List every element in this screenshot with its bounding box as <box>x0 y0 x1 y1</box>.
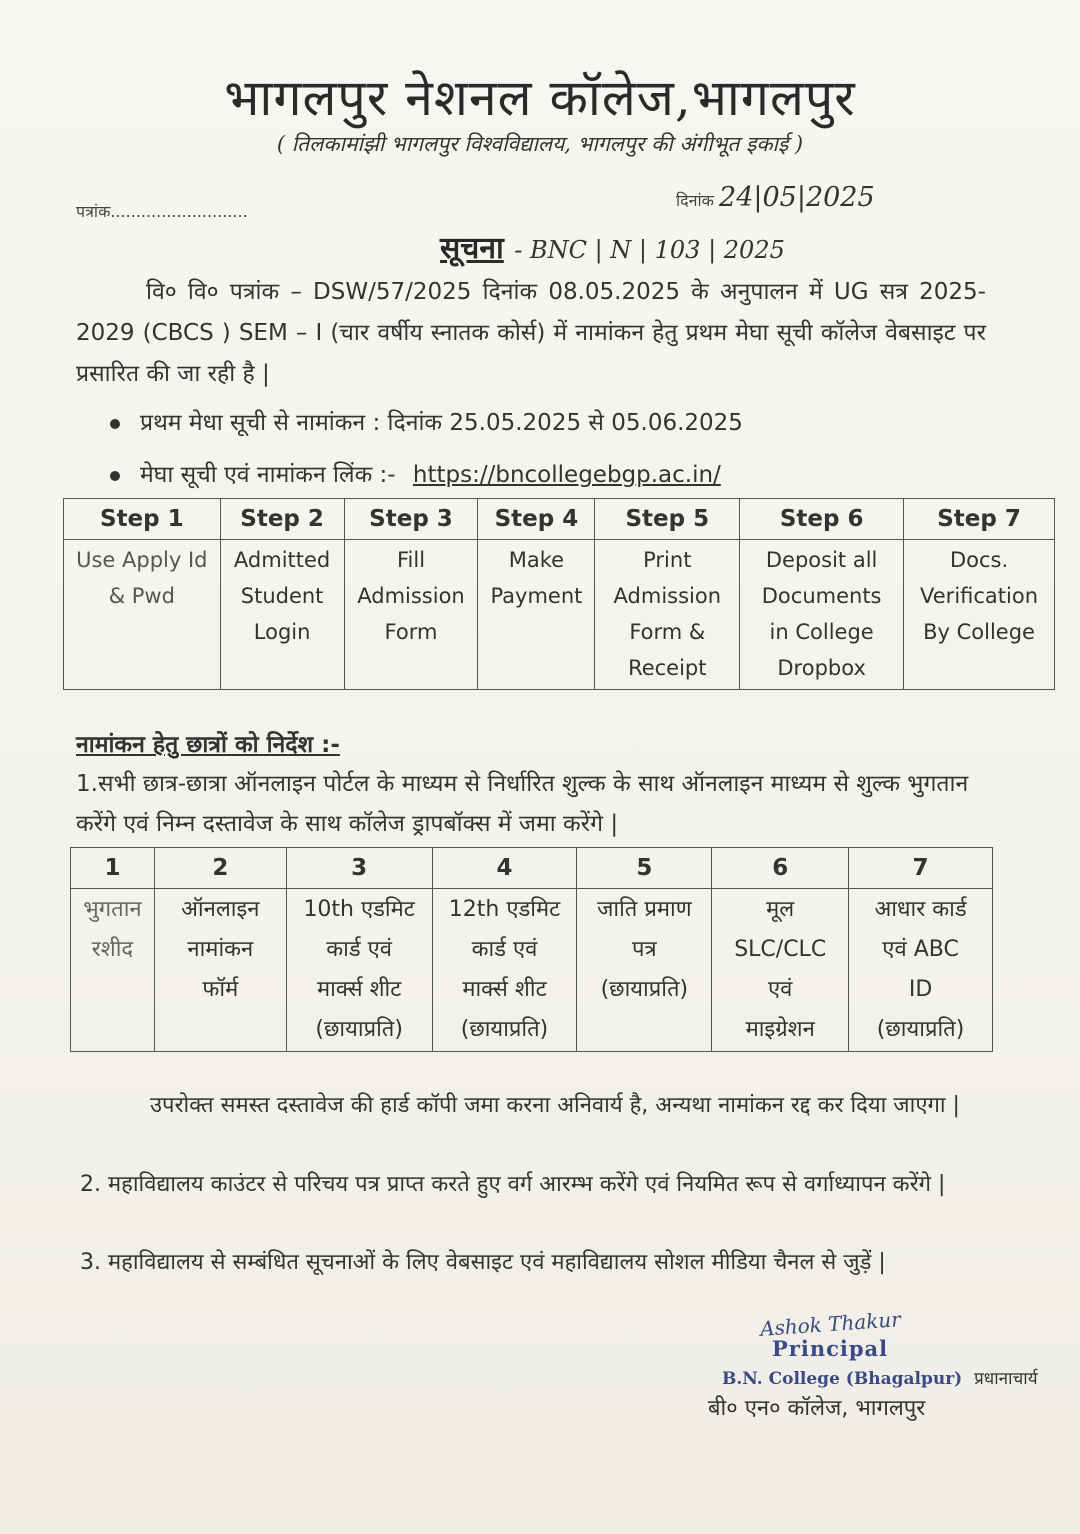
step-cell-line: Form <box>384 620 438 644</box>
notice-paragraph <box>76 272 986 395</box>
document-number: 1 <box>71 848 155 889</box>
document-number: 5 <box>577 848 712 889</box>
instruction-point-1: 1.सभी छात्र-छात्रा ऑनलाइन पोर्टल के माध्यम से निर्धारित शुल्क के साथ ऑनलाइन माध्यम से शुल्क भुगतान करेंगे एवं निम्न दस्तावेज के साथ कॉलेज ड्रापबॉक्स में जमा करेंगे | <box>76 771 969 837</box>
document-cell-line: 12th एडमिट <box>448 897 561 922</box>
document-cell <box>849 889 993 1052</box>
document-cell-line: एवं ABC <box>882 937 959 962</box>
steps-body-row <box>64 540 1055 690</box>
document-number: 2 <box>154 848 286 889</box>
stamp-college <box>722 1366 1038 1389</box>
document-cell-line: भुगतान <box>83 897 142 922</box>
step-cell-line: By College <box>923 620 1035 644</box>
step-cell <box>904 540 1055 690</box>
college-website-link[interactable]: https://bncollegebgp.ac.in/ <box>412 462 721 488</box>
document-cell-line: ID <box>908 977 933 1002</box>
step-cell-line: Admitted <box>233 548 331 572</box>
step-header: Step 3 <box>344 499 478 540</box>
step-cell-line: in College <box>769 620 874 644</box>
document-cell-line: कार्ड एवं <box>326 937 393 962</box>
document-cell-line: कार्ड एवं <box>471 937 538 962</box>
college-subtitle: ( तिलकामांझी भागलपुर विश्वविद्यालय, भागलपुर की अंगीभूत इकाई ) <box>276 132 804 156</box>
step-cell-line: Admission <box>357 584 465 608</box>
signatory-college: बी० एन० कॉलेज, भागलपुर <box>708 1396 926 1421</box>
mandatory-documents-note <box>80 1087 985 1125</box>
stamp-college-text: B.N. College (Bhagalpur) <box>722 1369 963 1389</box>
document-cell <box>712 889 849 1052</box>
step-cell-line: Documents <box>761 584 882 608</box>
notice-heading <box>440 226 785 267</box>
bullet-admission-dates-text: प्रथम मेधा सूची से नामांकन : दिनांक 25.05.2025 से 05.06.2025 <box>140 410 743 436</box>
step-cell <box>220 540 344 690</box>
step-cell-line: Print <box>643 548 692 572</box>
step-cell-line: Receipt <box>628 656 707 680</box>
step-cell-line: Deposit all <box>765 548 878 572</box>
steps-header-row <box>64 499 1055 540</box>
step-header: Step 4 <box>478 499 595 540</box>
principal-designation: प्रधानाचार्य <box>974 1369 1038 1389</box>
document-cell-line: फॉर्म <box>202 977 239 1002</box>
document-cell <box>154 889 286 1052</box>
document-cell-line: पत्र <box>632 937 657 962</box>
step-cell-line: Use Apply Id <box>76 548 208 572</box>
document-cell-line: मार्क्स शीट <box>317 977 402 1002</box>
step-cell-line: Payment <box>490 584 583 608</box>
document-cell-line: माइग्रेशन <box>745 1017 815 1042</box>
document-number: 6 <box>712 848 849 889</box>
instructions-heading: नामांकन हेतु छात्रों को निर्देश :- <box>76 732 340 758</box>
stamp-title: Principal <box>772 1336 889 1361</box>
document-cell-line: आधार कार्ड <box>874 897 967 922</box>
document-cell-line: SLC/CLC <box>734 937 827 962</box>
document-cell-line: जाति प्रमाण <box>597 897 692 922</box>
notice-number: - BNC | N | 103 | 2025 <box>514 236 785 264</box>
step-cell <box>64 540 221 690</box>
bullet-merit-list-link <box>110 457 721 489</box>
document-cell-line: एवं <box>767 977 793 1002</box>
step-cell-line: & Pwd <box>108 584 175 608</box>
date-line <box>676 182 875 213</box>
step-cell <box>595 540 740 690</box>
document-cell <box>432 889 577 1052</box>
step-cell-line: Fill <box>396 548 426 572</box>
documents-header-row <box>71 848 993 889</box>
document-cell-line: (छायाप्रति) <box>600 977 689 1002</box>
step-cell-line: Form & <box>629 620 706 644</box>
step-header: Step 5 <box>595 499 740 540</box>
step-header: Step 2 <box>220 499 344 540</box>
date-label: दिनांक <box>676 191 714 210</box>
instruction-point-2: 2. महाविद्यालय काउंटर से परिचय पत्र प्राप्त करते हुए वर्ग आरम्भ करेंगे एवं नियमित रूप से वर्गाध्यापन करेंगे | <box>80 1172 946 1197</box>
step-cell <box>740 540 904 690</box>
document-cell-line: (छायाप्रति) <box>315 1017 403 1042</box>
documents-table <box>70 847 993 1052</box>
step-header: Step 1 <box>64 499 221 540</box>
principal-signature: Ashok Thakur <box>759 1307 902 1341</box>
step-cell-line: Admission <box>613 584 722 608</box>
college-title: भागलपुर नेशनल कॉलेज,भागलपुर <box>224 69 856 127</box>
document-cell-line: मार्क्स शीट <box>462 977 547 1002</box>
document-cell <box>577 889 712 1052</box>
step-cell <box>478 540 595 690</box>
admission-steps-table <box>63 498 1055 690</box>
step-cell-line: Student <box>240 584 324 608</box>
document-cell-line: नामांकन <box>187 937 254 962</box>
bullet-admission-dates <box>110 405 743 437</box>
step-cell-line: Login <box>253 620 311 644</box>
document-cell-line: (छायाप्रति) <box>460 1017 549 1042</box>
instruction-point-3: 3. महाविद्यालय से सम्बंधित सूचनाओं के लिए वेबसाइट एवं महाविद्यालय सोशल मीडिया चैनल से जुड़ें | <box>80 1250 886 1275</box>
bullet-link-label: मेघा सूची एवं नामांकन लिंक :- <box>140 462 396 488</box>
document-cell-line: मूल <box>766 897 795 922</box>
date-value: 24|05|2025 <box>719 182 875 213</box>
document-cell-line: (छायाप्रति) <box>876 1017 965 1042</box>
document-number: 4 <box>432 848 577 889</box>
document-cell <box>286 889 432 1052</box>
step-cell-line: Make <box>508 548 565 572</box>
bullet-icon <box>110 419 120 429</box>
notice-paragraph-text: वि० वि० पत्रांक – DSW/57/2025 दिनांक 08.05.2025 के अनुपालन में UG सत्र 2025-2029 (CBCS ) SEM – I (चार वर्षीय स्नातक कोर्स) में नामांकन हेतु प्रथम मेघा सूची कॉलेज वेबसाइट पर प्रसारित की जा रही है | <box>76 279 986 387</box>
step-header: Step 6 <box>740 499 904 540</box>
mandatory-documents-note-text: उपरोक्त समस्त दस्तावेज की हार्ड कॉपी जमा करना अनिवार्य है, अन्यथा नामांकन रद्द कर दिया जाएगा | <box>150 1093 960 1118</box>
reference-number-field: पत्रांक........................... <box>76 202 248 221</box>
step-cell <box>344 540 478 690</box>
document-cell-line: ऑनलाइन <box>181 897 260 922</box>
notice-title: सूचना <box>440 231 504 266</box>
step-header: Step 7 <box>904 499 1055 540</box>
bullet-icon <box>110 471 120 481</box>
documents-body-row <box>71 889 993 1052</box>
step-cell-line: Verification <box>920 584 1039 608</box>
document-cell-line: रशीद <box>91 937 134 962</box>
document-cell <box>71 889 155 1052</box>
document-number: 3 <box>286 848 432 889</box>
step-cell-line: Dropbox <box>777 656 866 680</box>
document-cell-line: 10th एडमिट <box>303 897 415 922</box>
step-cell-line: Docs. <box>949 548 1009 572</box>
document-number: 7 <box>849 848 993 889</box>
